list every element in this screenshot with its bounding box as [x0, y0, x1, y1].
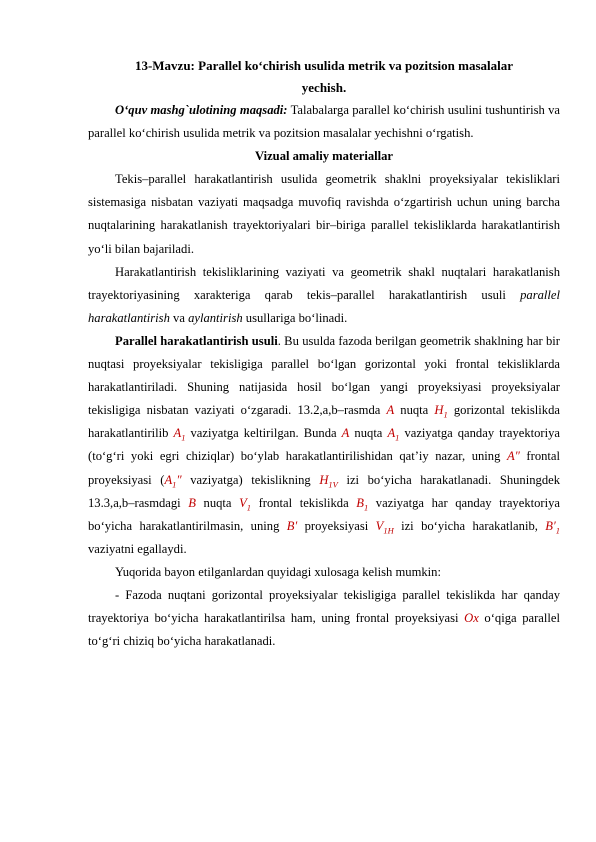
- title-line-1: 13-Mavzu: Parallel ko‘chirish usulida metrik va pozitsion masalalar: [134, 58, 514, 73]
- text-run: proyeksiyasi: [297, 518, 376, 533]
- text-run: Harakatlantirish tekisliklarining vaziyati va geometrik shakl nuqtalari harakatlanish trayektoriyasining xarakteriga qarab tekis–parallel harakatlantirish usuli: [88, 264, 560, 302]
- italic-term: aylantirish: [188, 310, 243, 325]
- section-heading: Vizual amaliy materiallar: [254, 149, 394, 164]
- symbol: [545, 518, 560, 536]
- italic-term: parallel harakatlantirish: [88, 287, 560, 325]
- text-run: o‘qiga parallel to‘g‘ri chiziq bo‘yicha harakatlanadi.: [88, 611, 560, 649]
- symbol: A: [341, 426, 350, 441]
- symbol: B: [188, 495, 196, 510]
- symbol-base: V: [375, 518, 384, 533]
- text-run: usullariga bo‘linadi.: [242, 310, 348, 325]
- text-run: gorizontal tekislikda harakatlantirilib: [88, 403, 560, 441]
- text-run: frontal tekislikda: [251, 495, 357, 510]
- symbol-subscript: 1V: [328, 479, 338, 490]
- symbol-prime: ″: [176, 472, 182, 487]
- paragraph-3: [88, 330, 560, 561]
- symbol-subscript: 1: [181, 432, 186, 443]
- symbol: A: [386, 403, 395, 418]
- text-run: izi bo‘yicha harakatlanib,: [393, 518, 546, 533]
- symbol-subscript: 1H: [383, 525, 394, 536]
- goal-label: O‘quv mashg`ulotining maqsadi:: [115, 103, 288, 117]
- symbol-subscript: 1: [246, 502, 252, 513]
- symbol: [387, 426, 400, 443]
- symbol-base: A: [173, 426, 182, 441]
- text-run: vaziyatga) tekislikning: [181, 472, 320, 487]
- symbol-base: A: [164, 472, 173, 487]
- symbol: B′: [286, 518, 298, 533]
- symbol: [434, 403, 448, 420]
- text-run: vaziyatga keltirilgan. Bunda: [185, 426, 342, 441]
- text-run: . Bu usulda fazoda berilgan geometrik shaklning har bir nuqtasi proyeksiyalar tekisligiga parallel bo‘lgan gorizontal yoki frontal tekisliklarda harakatlantiriladi. Shuning natijasida hosil bo‘lgan yangi proyeksiyasi proyeksiyalar tekisligiga nisbatan vaziyati o‘zgaradi. 13.2,a,b–rasmda: [88, 333, 560, 418]
- text-run: nuqta: [394, 403, 435, 418]
- bold-term: Parallel harakatlantirish usuli: [115, 333, 278, 348]
- page-title: [88, 55, 560, 99]
- symbol-subscript: 1: [555, 525, 560, 536]
- text-run: izi bo‘yicha harakatlanadi. Shuningdek 13.3,a,b–rasmdagi: [88, 472, 561, 510]
- goal-paragraph: [88, 99, 560, 145]
- symbol-subscript: 1: [395, 432, 400, 443]
- symbol-base: V: [239, 495, 247, 510]
- goal-text: Talabalarga parallel ko‘chirish usulini tushuntirish va parallel ko‘chirish usulida metrik va pozitsion masalalar yechishni o‘rgatish.: [88, 103, 560, 141]
- paragraph-5: [88, 584, 560, 653]
- symbol: [319, 472, 338, 490]
- symbol: [356, 495, 369, 513]
- symbol: [173, 426, 186, 443]
- symbol-base: H: [434, 403, 444, 418]
- text-run: vaziyatga har qanday trayektoriya bo‘yicha harakatlantirilmasin, uning: [88, 495, 560, 533]
- symbol-base: B′: [545, 518, 556, 533]
- paragraph-1: Tekis–parallel harakatlantirish usulida geometrik shaklni proyeksiyalar tekisliklari sistemasiga nisbatan vaziyati maqsadga muvofiq ravishda o‘zgartirish uchun uning barcha nuqtalarining harakatlanish trayektoriyalari bir–biriga parallel tekisliklarda harakatlantirish yo‘li bilan bajariladi.: [88, 172, 560, 256]
- symbol-subscript: 1: [363, 502, 369, 513]
- symbol-base: A: [387, 426, 396, 441]
- symbol-base: H: [319, 472, 329, 487]
- symbol-base: B: [356, 495, 364, 510]
- symbol: A″: [506, 449, 520, 464]
- paragraph-2: [88, 261, 560, 330]
- symbol-subscript: 1: [443, 409, 448, 420]
- paragraph-4: Yuqorida bayon etilganlardan quyidagi xulosaga kelish mumkin:: [115, 564, 441, 579]
- text-run: vaziyatga qanday trayektoriya (to‘g‘ri yoki egri chiziqlar) bo‘ylab harakatlantirilishidan qat’iy nazar, uning: [88, 426, 561, 464]
- document-body: [88, 99, 560, 653]
- text-run: vaziyatni egallaydi.: [88, 541, 187, 556]
- text-run: frontal proyeksiyasi (: [88, 449, 561, 487]
- symbol-subscript: 1: [172, 479, 177, 490]
- text-run: nuqta: [195, 495, 240, 510]
- text-run: va: [169, 310, 189, 325]
- symbol: [164, 472, 182, 490]
- symbol: [239, 495, 252, 513]
- title-line-2: yechish.: [301, 80, 347, 95]
- symbol: [375, 518, 394, 536]
- text-run: nuqta: [349, 426, 388, 441]
- text-run: - Fazoda nuqtani gorizontal proyeksiyalar tekisligiga parallel tekislikda har qanday trayektoriya bo‘yicha harakatlantirilsa ham, uning frontal proyeksiyasi: [88, 587, 560, 626]
- symbol: Ox: [464, 611, 479, 626]
